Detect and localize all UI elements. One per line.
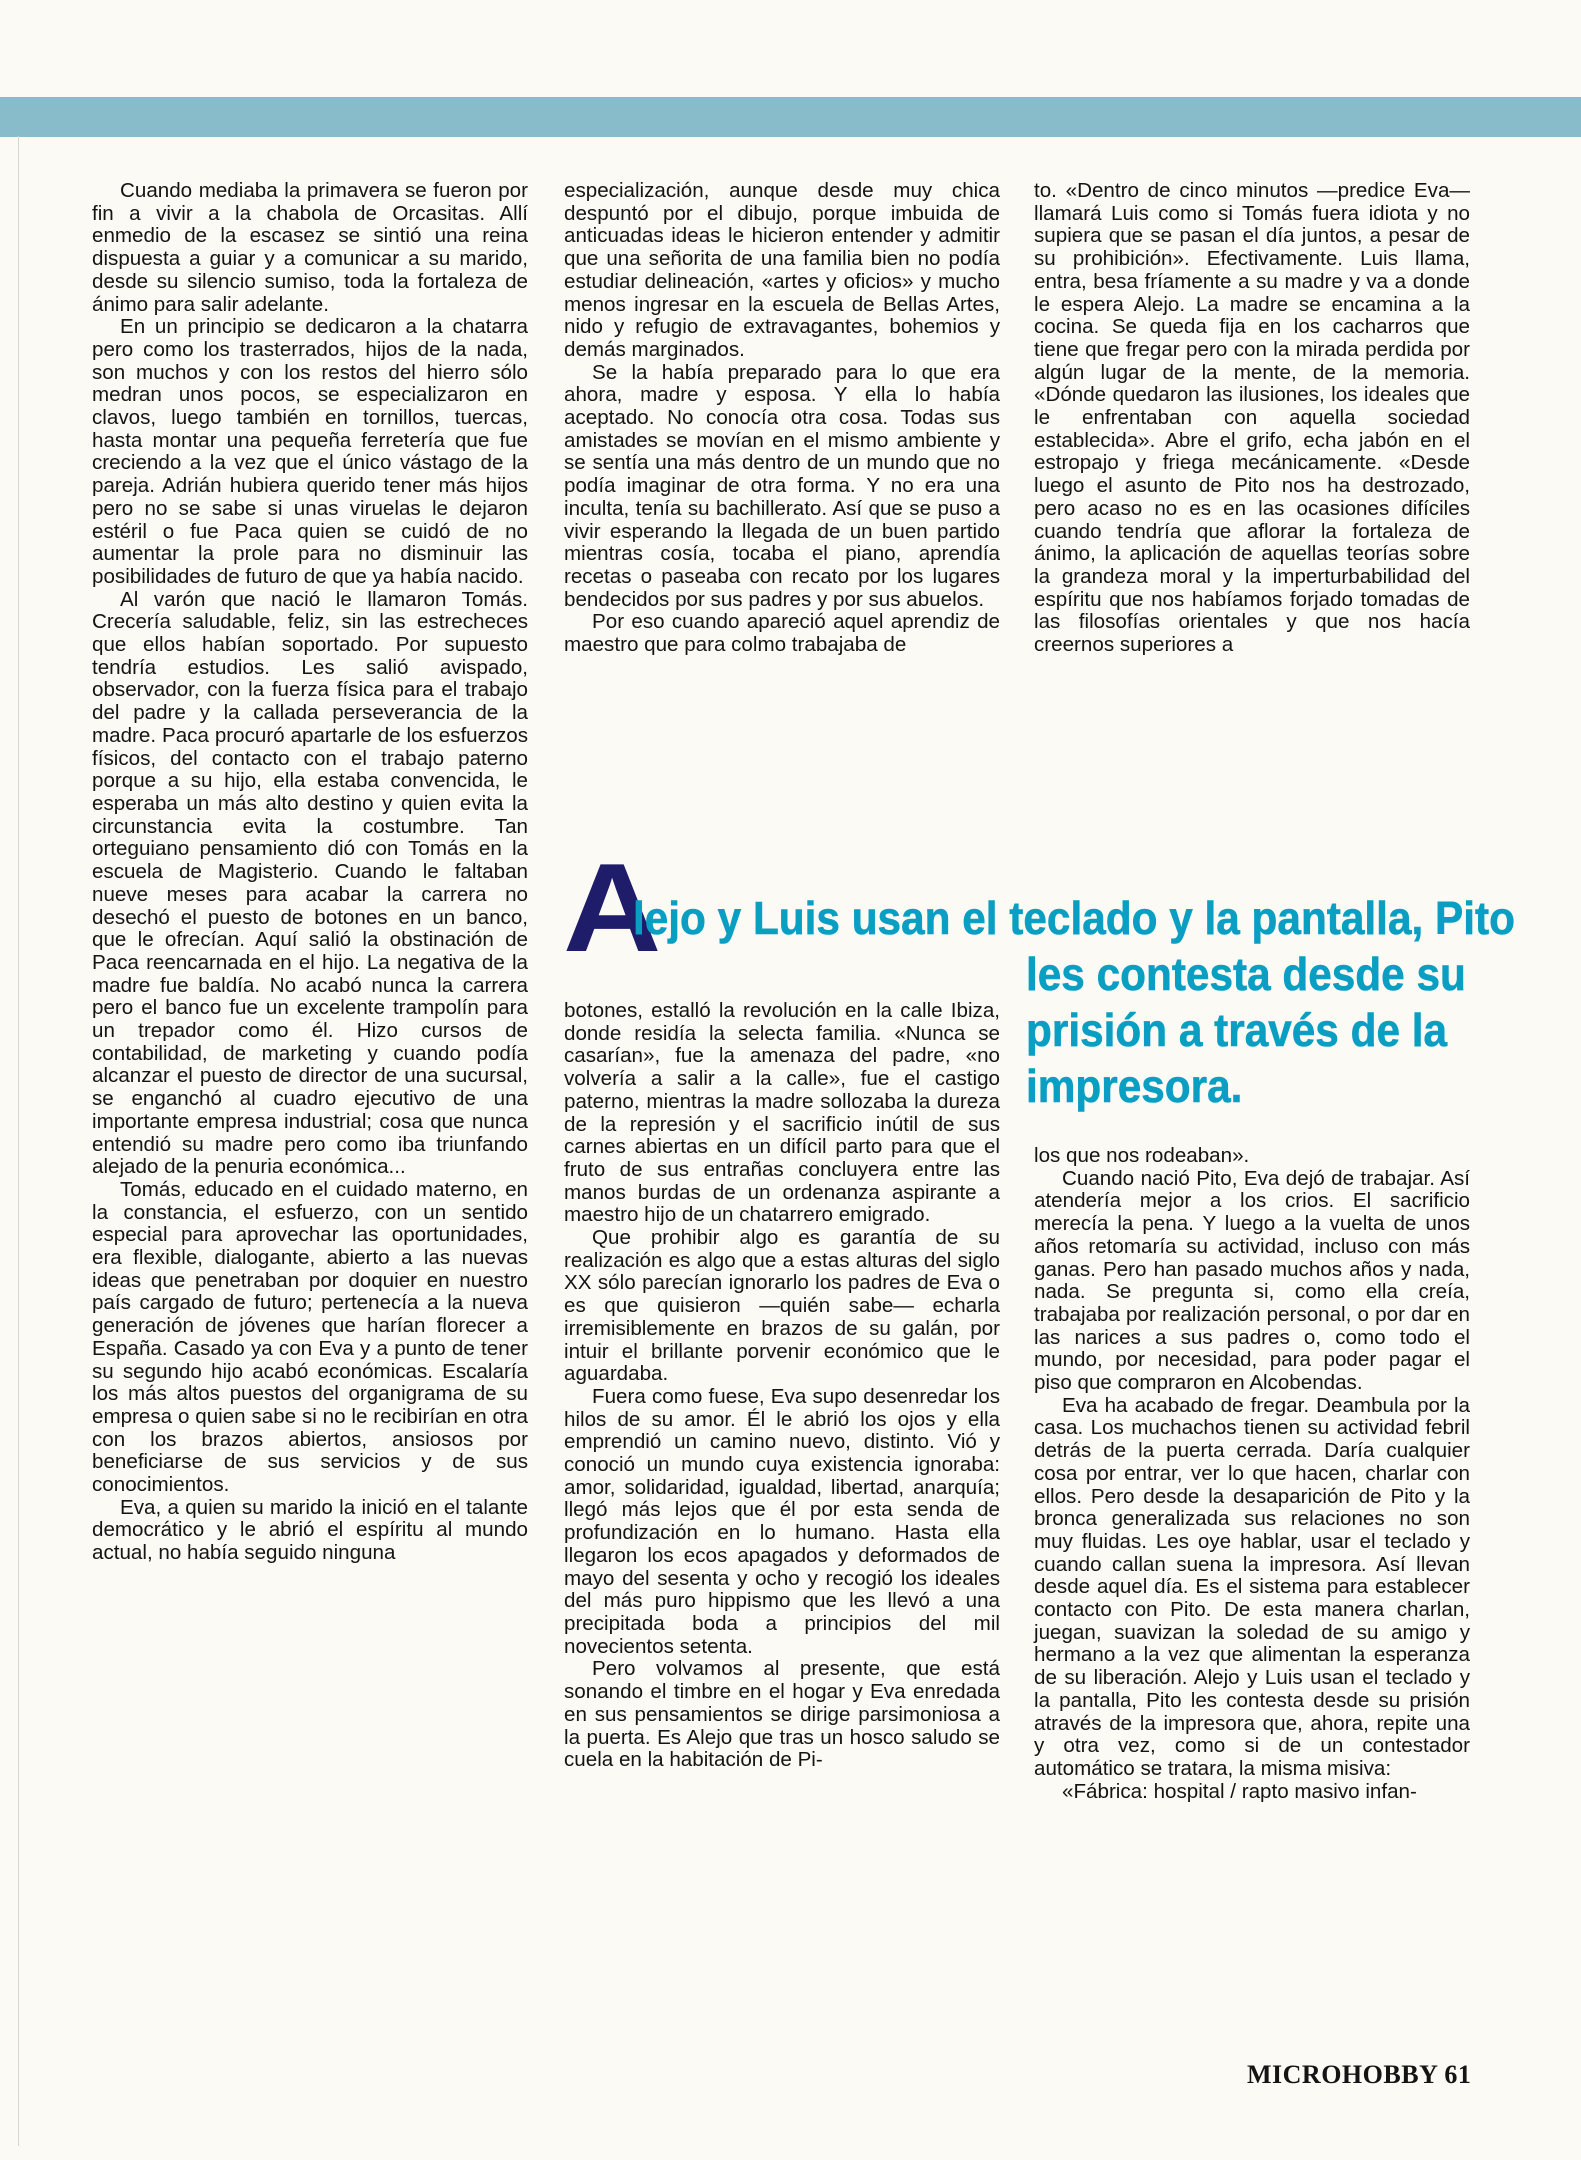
drop-initial: A — [563, 837, 662, 978]
page-footer — [1247, 2060, 1471, 2090]
pull-quote-line: les contesta desde su — [1026, 948, 1466, 1000]
paragraph: En un principio se dedicaron a la chatarra pero como los trasterrados, hijos de la nada, son muchos y con los restos del hierro sólo medran unos pocos, se especializaron en clavos, luego también en tornillos, tuercas, hasta montar una pequeña ferretería que fue creciendo a la vez que el único vástago de la pareja. Adrián hubiera querido tener más hijos pero no se sabe si unas viruelas le dejaron estéril o fue Paca quien se cuidó de no aumentar la prole para no disminuir las posibilidades de futuro de que ya había nacido. — [92, 315, 528, 588]
paragraph: Cuando mediaba la primavera se fueron por fin a vivir a la chabola de Orcasitas. Allí enmedio de la escasez se sintió una reina dispuesta a guiar y a comunicar a su marido, desde su silencio sumiso, toda la fortaleza de ánimo para salir adelante. — [92, 179, 528, 316]
page-number: 61 — [1444, 2060, 1472, 2089]
paragraph: Cuando nació Pito, Eva dejó de trabajar. Así atendería mejor a los crios. El sacrificio merecía la pena. Y luego a la vuelta de unos años retomaría su actividad, incluso con más ganas. Pero han pasado muchos años y nada, nada. Se pregunta si, como ella creía, trabajaba por realización personal, o por dar en las narices a sus padres o, como todo el mundo, por necesidad, para poder pagar el piso que compraron en Alcobendas. — [1034, 1166, 1470, 1395]
paragraph: Pero volvamos al presente, que está sonando el timbre en el hogar y Eva enredada en sus pensamientos se dirige parsimoniosa a la puerta. Es Alejo que tras un hosco saludo se cuela en la habitación de Pi- — [564, 1657, 1000, 1772]
paragraph: Fuera como fuese, Eva supo desenredar los hilos de su amor. Él le abrió los ojos y ella emprendió un camino nuevo, distinto. Vió y conoció un mundo cuya existencia ignoraba: amor, solidaridad, igualdad, libertad, anarquía; llegó más lejos que él por esta senda de profundización en lo humano. Hasta ella llegaron los ecos apagados y deformados de mayo del sesenta y ocho y recogió los ideales del más puro hippismo que les llevó a una precipitada boda a principios del mil novecientos setenta. — [564, 1384, 1000, 1658]
paragraph: to. «Dentro de cinco minutos —predice Eva— llamará Luis como si Tomás fuera idiota y no supiera que se pasan el día juntos, a pesar de su prohibición». Efectivamente. Luis llama, entra, besa fríamente a su madre y va a donde le espera Alejo. La madre se encamina a la cocina. Se queda fija en los cacharros que tiene que fregar pero con la mirada perdida por algún lugar de la mente, de la memoria. «Dónde quedaron las ilusiones, los ideales que le enfrentaban con aquella sociedad establecida». Abre el grifo, echa jabón en el estropajo y friega mecánicamente. «Desde luego el asunto de Pito nos ha destrozado, pero acaso no es en las ocasiones difíciles cuando tendría que aflorar la fortaleza de ánimo, la aplicación de aquellas teorías sobre la grandeza moral y la imperturbabilidad del espíritu que nos habíamos forjado tomadas de las filosofías orientales y que nos hacía creernos superiores a — [1034, 179, 1470, 657]
paragraph: botones, estalló la revolución en la calle Ibiza, donde residía la selecta familia. «Nunca se casarían», fue la amenaza del padre, «no volvería a salir a la calle», fue el castigo paterno, mientras la madre sollozaba la dureza de la represión y el sacrificio inútil de sus carnes abiertas en un difícil parto para que el fruto de sus entrañas concluyera entre las manos burdas de un ordenanza aspirante a maestro hijo de un chatarrero emigrado. — [564, 999, 1000, 1227]
paragraph: Al varón que nació le llamaron Tomás. Crecería saludable, feliz, sin las estrecheces que ellos habían soportado. Por supuesto tendría estudios. Les salió avispado, observador, con la fuerza física para el trabajo del padre y la callada perseverancia de la madre. Paca procuró apartarle de los esfuerzos físicos, del contacto con el trabajo paterno porque a su hijo, ella estaba convencida, le esperaba un más alto destino y quien evita la circunstancia evita la costumbre. Tan orteguiano pensamiento dió con Tomás en la escuela de Magisterio. Cuando le faltaban nueve meses para acabar la carrera no desechó el puesto de botones en un banco, que le ofrecían. Aquí salió la obstinación de Paca reencarnada en el hijo. La negativa de la madre fue baldía. No acabó nunca la carrera pero el banco fue un excelente trampolín para un trepador como él. Hizo cursos de contabilidad, de marketing y cuando podía alcanzar el puesto de director de una sucursal, se enganchó al cuadro ejecutivo de una importante empresa industrial; cosa que nunca entendió su madre pero como iba triunfando alejado de la penuria económica... — [92, 587, 528, 1179]
paragraph: Por eso cuando apareció aquel aprendiz de maestro que para colmo trabajaba de — [564, 610, 1000, 657]
paragraph: Tomás, educado en el cuidado materno, en la constancia, el esfuerzo, con un sentido especial para aprovechar las oportunidades, era flexible, dialogante, abierto a las nuevas ideas que penetraban por doquier en nuestro país cargado de futuro; pertenecía a la nueva generación de jóvenes que harían florecer a España. Casado ya con Eva y a punto de tener su segundo hijo acabó económicas. Escalaría los más altos puestos del organigrama de su empresa o quien sabe si no le recibirían en otra con los brazos abiertos, ansiosos por beneficiarse de sus servicios y de sus conocimientos. — [92, 1177, 528, 1497]
pull-quote-line: lejo y Luis usan el teclado y la pantalla, Pito — [633, 892, 1515, 944]
paragraph: Se la había preparado para lo que era ahora, madre y esposa. Y ella lo había aceptado. No conocía otra cosa. Todas sus amistades se movían en el mismo ambiente y se sentía una más dentro de un mundo que no podía imaginar de otra forma. Y no era una inculta, tenía su bachillerato. Así que se puso a vivir esperando la llegada de un buen partido mientras cosía, tocaba el piano, aprendía recetas o paseaba con recato por los lugares bendecidos por sus padres y por sus abuelos. — [564, 360, 1000, 611]
pull-quote-line: prisión a través de la — [1026, 1004, 1448, 1056]
column-3-bottom — [1034, 1145, 1470, 1803]
column-1 — [92, 180, 528, 1565]
column-2-top — [564, 180, 1000, 657]
paragraph: Eva, a quien su marido la inició en el talante democrático y le abrió el espíritu al mundo actual, no había seguido ninguna — [92, 1495, 528, 1565]
paragraph: los que nos rodeaban». — [1034, 1144, 1250, 1167]
binding-edge — [0, 136, 19, 2146]
paragraph: especialización, aunque desde muy chica despuntó por el dibujo, porque imbuida de anticuadas ideas le hicieron entender y admitir que una señorita de una familia bien no podía estudiar delineación, «artes y oficios» y mucho menos ingresar en la escuela de Bellas Artes, nido y refugio de extravagantes, bohemios y demás marginados. — [564, 179, 1000, 361]
paragraph: Eva ha acabado de fregar. Deambula por la casa. Los muchachos tienen su actividad febril detrás de la puerta cerrada. Daría cualquier cosa por entrar, ver lo que hacen, charlar con ellos. Pero desde la desaparición de Pito y la bronca generalizada sus relaciones no son muy fluidas. Les oye hablar, usar el teclado y cuando callan suena la impresora. Así llevan desde aquel día. Es el sistema para establecer contacto con Pito. De esta manera charlan, juegan, suavizan la soledad de su amigo y hermano a la vez que alimentan la esperanza de su liberación. Alejo y Luis usan el teclado y la pantalla, Pito les contesta desde su prisión através de la impresora que, ahora, repite una y otra vez, como si de un contestador automático se tratara, la misma misiva: — [1034, 1393, 1470, 1780]
column-3-top — [1034, 180, 1470, 657]
column-2-bottom — [564, 1000, 1000, 1772]
header-color-band — [0, 97, 1581, 137]
paragraph: «Fábrica: hospital / rapto masivo infan- — [1062, 1779, 1417, 1803]
pull-quote-line: impresora. — [1026, 1060, 1243, 1112]
magazine-name: MICROHOBBY — [1247, 2060, 1438, 2089]
paragraph: Que prohibir algo es garantía de su realización es algo que a estas alturas del siglo XX sólo parecían ignorarlo los padres de Eva o es que quisieron —quién sabe— echarla irremisiblemente en brazos de su galán, por intuir el brillante porvenir económico que le aguardaba. — [564, 1226, 1000, 1386]
